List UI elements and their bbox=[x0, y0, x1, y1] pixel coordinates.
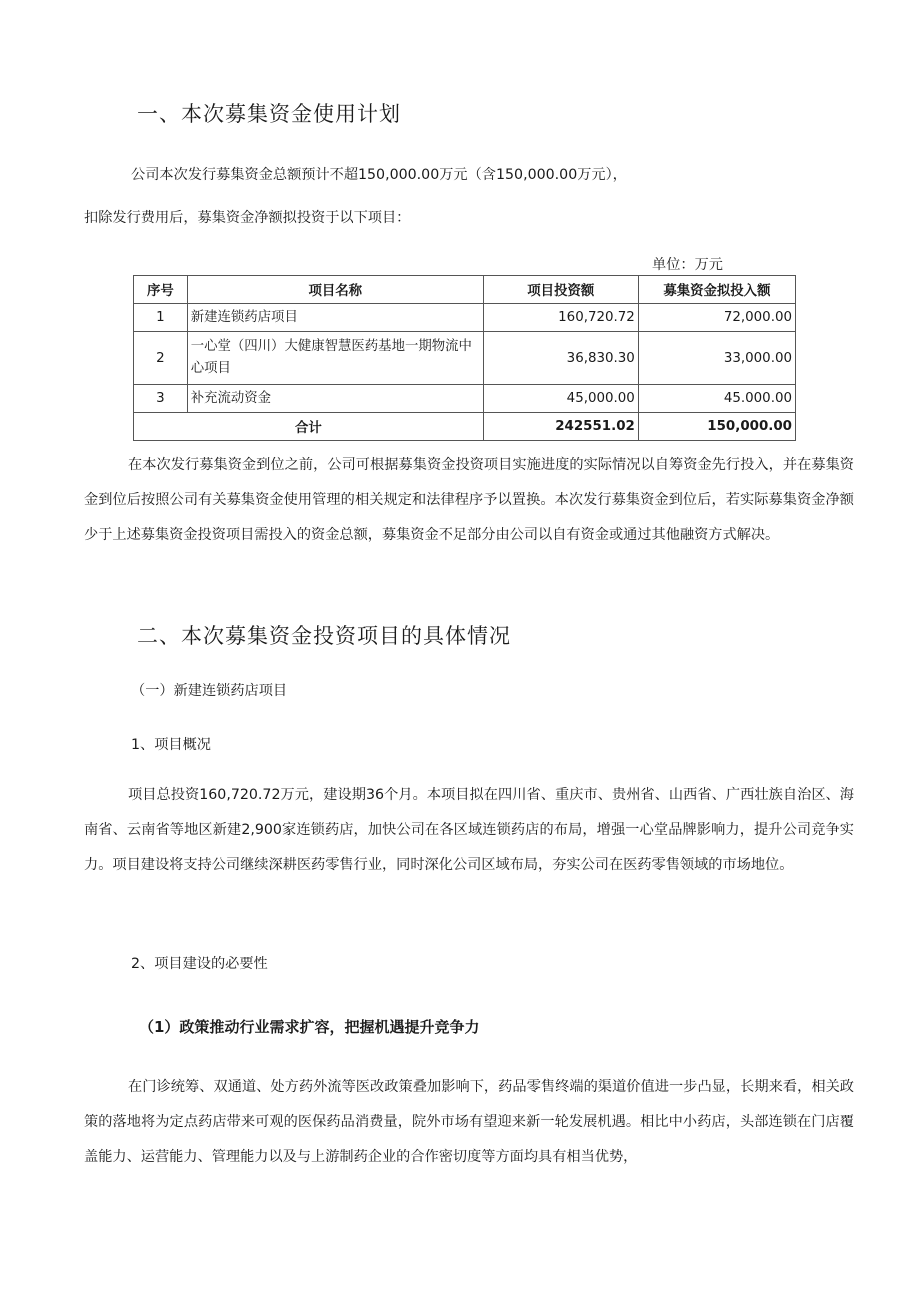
table-row bbox=[134, 304, 796, 332]
point-1-title: （1）政策推动行业需求扩容，把握机遇提升竞争力 bbox=[139, 1018, 480, 1036]
row-investment: 36,830.30 bbox=[483, 332, 638, 385]
row-raised: 72,000.00 bbox=[638, 304, 795, 332]
table-total-row bbox=[134, 413, 796, 441]
unit-label: 单位：万元 bbox=[652, 257, 723, 273]
row-name: 补充流动资金 bbox=[187, 385, 483, 413]
header-raised: 募集资金拟投入额 bbox=[638, 276, 795, 304]
row-raised: 45.000.00 bbox=[638, 385, 795, 413]
fund-table bbox=[133, 275, 796, 441]
total-label: 合计 bbox=[134, 413, 484, 441]
item-2-title: 2、项目建设的必要性 bbox=[131, 956, 268, 972]
total-investment: 242551.02 bbox=[483, 413, 638, 441]
table-header-row bbox=[134, 276, 796, 304]
overview-paragraph bbox=[84, 778, 854, 883]
intro-line-1: 公司本次发行募集资金总额预计不超150,000.00万元（含150,000.00万元）， bbox=[131, 167, 627, 183]
subsection-1-title: （一）新建连锁药店项目 bbox=[131, 683, 288, 699]
total-raised: 150,000.00 bbox=[638, 413, 795, 441]
overview-text: 项目总投资160,720.72万元，建设期36个月。本项目拟在四川省、重庆市、贵州省、山西省、广西壮族自治区、海南省、云南省等地区新建2,900家连锁药店，加快公司在各区域连锁药店的布局，增强一心堂品牌影响力，提升公司竞争实力。项目建设将支持公司继续深耕医药零售行业，同时深化公司区域布局，夯实公司在医药零售领域的市场地位。 bbox=[84, 787, 854, 873]
row-no: 3 bbox=[134, 385, 188, 413]
row-raised: 33,000.00 bbox=[638, 332, 795, 385]
header-investment: 项目投资额 bbox=[483, 276, 638, 304]
row-no: 2 bbox=[134, 332, 188, 385]
item-1-title: 1、项目概况 bbox=[131, 737, 211, 753]
point-1-paragraph bbox=[84, 1070, 854, 1175]
header-no: 序号 bbox=[134, 276, 188, 304]
section1-paragraph bbox=[84, 448, 854, 553]
row-name: 新建连锁药店项目 bbox=[187, 304, 483, 332]
row-no: 1 bbox=[134, 304, 188, 332]
table-row bbox=[134, 332, 796, 385]
row-investment: 160,720.72 bbox=[483, 304, 638, 332]
point-1-text: 在门诊统筹、双通道、处方药外流等医改政策叠加影响下，药品零售终端的渠道价值进一步凸显，长期来看，相关政策的落地将为定点药店带来可观的医保药品消费量，院外市场有望迎来新一轮发展机遇。相比中小药店，头部连锁在门店覆盖能力、运营能力、管理能力以及与上游制药企业的合作密切度等方面均具有相当优势， bbox=[84, 1079, 854, 1165]
table-row bbox=[134, 385, 796, 413]
section1-heading: 一、本次募集资金使用计划 bbox=[137, 102, 401, 126]
row-investment: 45,000.00 bbox=[483, 385, 638, 413]
intro-line-2: 扣除发行费用后，募集资金净额拟投资于以下项目： bbox=[84, 210, 411, 226]
section1-paragraph-text: 在本次发行募集资金到位之前，公司可根据募集资金投资项目实施进度的实际情况以自筹资金先行投入，并在募集资金到位后按照公司有关募集资金使用管理的相关规定和法律程序予以置换。本次发行募集资金到位后，若实际募集资金净额少于上述募集资金投资项目需投入的资金总额，募集资金不足部分由公司以自有资金或通过其他融资方式解决。 bbox=[84, 457, 854, 543]
row-name: 一心堂（四川）大健康智慧医药基地一期物流中心项目 bbox=[187, 332, 483, 385]
section2-heading: 二、本次募集资金投资项目的具体情况 bbox=[137, 624, 511, 648]
header-name: 项目名称 bbox=[187, 276, 483, 304]
